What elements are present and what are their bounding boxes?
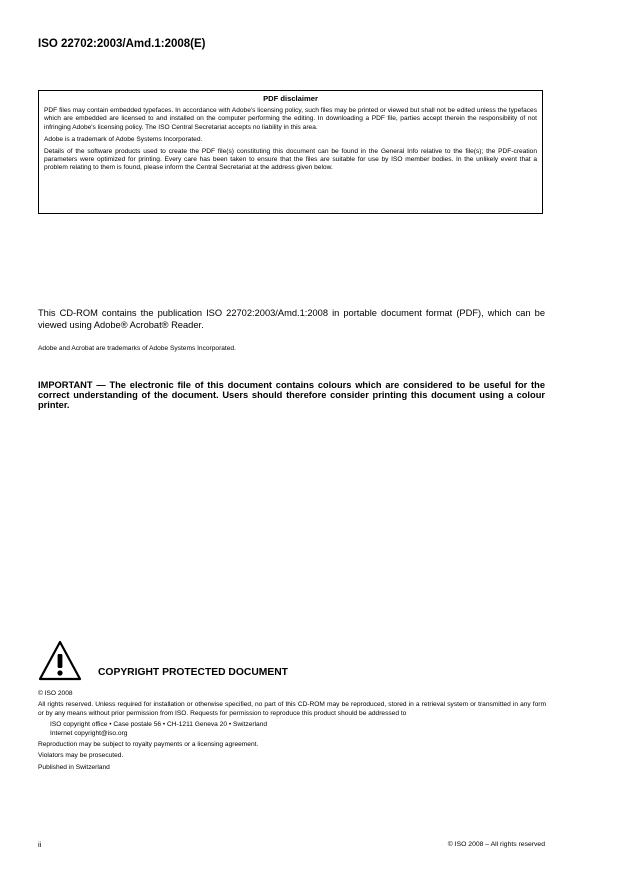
copyright-published: Published in Switzerland xyxy=(38,763,110,771)
disclaimer-paragraph-trademark: Adobe is a trademark of Adobe Systems Incorporated. xyxy=(44,135,203,143)
copyright-internet: Internet copyright@iso.org xyxy=(50,729,128,737)
footer-copyright: © ISO 2008 – All rights reserved xyxy=(447,841,545,848)
copyright-royalty: Reproduction may be subject to royalty payments or a licensing agreement. xyxy=(38,741,259,749)
copyright-rights: All rights reserved. Unless required for installation or otherwise specified, no part of this CD-ROM may be reproduced, stored in a retrieval system or transmitted in any form or by any means without prior permission from ISO. Requests for permission to reproduce this product should be addressed to xyxy=(38,701,546,717)
disclaimer-paragraph-details: Details of the software products used to create the PDF file(s) constituting this document can be found in the General Info relative to the file(s); the PDF-creation parameters were optimized for printing. Every care has been taken to ensure that the files are suitable for use by ISO member bodies. In the unlikely event that a problem relating to them is found, please inform the Central Secretariat at the address given below. xyxy=(44,148,537,172)
page-number: ii xyxy=(38,840,42,849)
copyright-violators: Violators may be prosecuted. xyxy=(38,752,124,760)
cd-rom-description: This CD-ROM contains the publication ISO 22702:2003/Amd.1:2008 in portable document format (PDF), which can be viewed using Adobe® Acrobat® Reader. xyxy=(38,308,545,330)
copyright-office-address: ISO copyright office • Case postale 56 • CH-1211 Geneva 20 • Switzerland xyxy=(50,721,268,729)
copyright-title: COPYRIGHT PROTECTED DOCUMENT xyxy=(98,667,288,678)
acrobat-trademark-note: Adobe and Acrobat are trademarks of Adobe Systems Incorporated. xyxy=(38,345,236,352)
disclaimer-paragraph-typefaces: PDF files may contain embedded typefaces. In accordance with Adobe's licensing policy, such files may be printed or viewed but shall not be edited unless the typefaces which are embedded are licensed to and installed on the computer performing the editing. In downloading a PDF file, parties accept therein the responsibility of not infringing Adobe's licensing policy. The ISO Central Secretariat accepts no liability in this area. xyxy=(44,107,537,131)
disclaimer-title: PDF disclaimer xyxy=(263,94,318,103)
copyright-notice xyxy=(38,690,546,775)
copyright-year: © ISO 2008 xyxy=(38,690,73,697)
pdf-disclaimer-box xyxy=(38,90,543,214)
important-colour-notice: IMPORTANT — The electronic file of this document contains colours which are considered to be useful for the correct understanding of the document. Users should therefore consider printing this document using a colour printer. xyxy=(38,380,545,410)
warning-triangle-icon xyxy=(38,640,82,682)
document-id: ISO 22702:2003/Amd.1:2008(E) xyxy=(38,38,206,50)
